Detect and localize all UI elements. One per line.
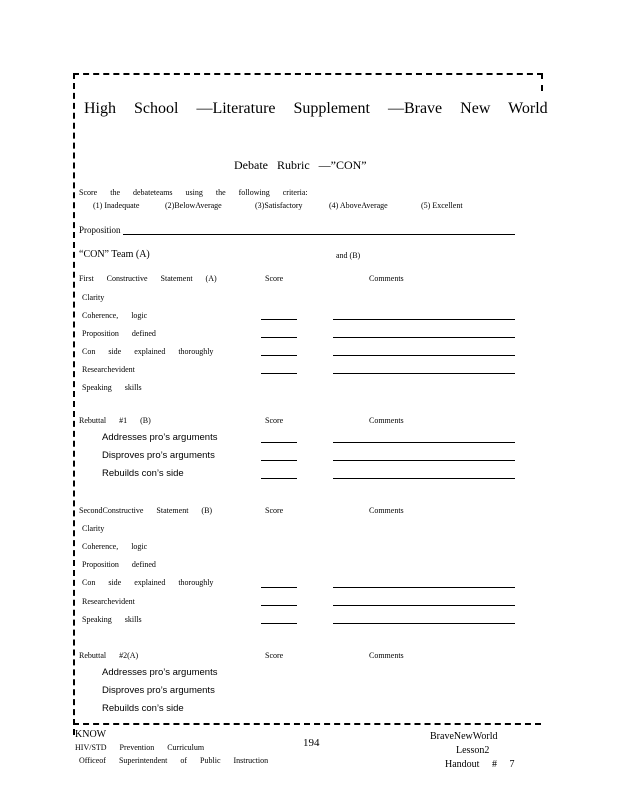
footer-left-line3: Officeof Superintendent of Public Instruction xyxy=(79,756,269,765)
footer-right-line2: Lesson2 xyxy=(456,745,490,756)
section3-item: Clarity xyxy=(82,524,105,533)
section4-score-header: Score xyxy=(265,651,284,660)
footer-right-line1: BraveNewWorld xyxy=(430,731,498,742)
comment-line xyxy=(333,337,515,338)
proposition-line xyxy=(123,234,515,235)
section2-heading: Rebuttal #1 (B) xyxy=(79,416,151,425)
proposition-label: Proposition xyxy=(79,225,121,235)
top-border xyxy=(73,73,543,75)
comment-line xyxy=(333,319,515,320)
score-line xyxy=(261,460,297,461)
section4-comments-header: Comments xyxy=(369,651,404,660)
footer-right-line3: Handout # 7 xyxy=(445,759,515,770)
section3-score-header: Score xyxy=(265,506,284,515)
page-title: High School —Literature Supplement —Brave New World xyxy=(84,100,548,117)
section1-item: Clarity xyxy=(82,293,105,302)
score-line xyxy=(261,442,297,443)
comment-line xyxy=(333,355,515,356)
section3-item: Researchevident xyxy=(82,597,135,606)
section1-item: Coherence, logic xyxy=(82,311,148,320)
score-line xyxy=(261,319,297,320)
comment-line xyxy=(333,587,515,588)
section2-comments-header: Comments xyxy=(369,416,404,425)
score-line xyxy=(261,337,297,338)
rubric-subtitle: Debate Rubric —”CON” xyxy=(234,158,367,172)
section2-item: Addresses pro’s arguments xyxy=(102,432,218,443)
section4-heading: Rebuttal #2(A) xyxy=(79,651,139,660)
criteria-level-1: (1) Inadequate xyxy=(93,201,140,210)
section2-item: Disproves pro’s arguments xyxy=(102,450,215,461)
score-line xyxy=(261,587,297,588)
comment-line xyxy=(333,442,515,443)
section2-score-header: Score xyxy=(265,416,284,425)
criteria-intro: Score the debateteams using the following criteria: xyxy=(79,188,308,197)
comment-line xyxy=(333,623,515,624)
comment-line xyxy=(333,478,515,479)
section4-item: Disproves pro’s arguments xyxy=(102,685,215,696)
right-border-stub xyxy=(541,73,543,91)
comment-line xyxy=(333,460,515,461)
criteria-level-2: (2)BelowAverage xyxy=(165,201,222,210)
section3-comments-header: Comments xyxy=(369,506,404,515)
score-line xyxy=(261,373,297,374)
section3-item: Con side explained thoroughly xyxy=(82,578,214,587)
footer-left-line1: KNOW xyxy=(75,729,107,740)
team-label: “CON” Team (A) xyxy=(79,249,150,260)
section3-item: Speaking skills xyxy=(82,615,142,624)
section1-score-header: Score xyxy=(265,274,284,283)
bottom-border xyxy=(73,723,541,725)
section3-item: Coherence, logic xyxy=(82,542,148,551)
section1-item: Con side explained thoroughly xyxy=(82,347,214,356)
team-and: and (B) xyxy=(336,251,361,260)
score-line xyxy=(261,478,297,479)
section2-item: Rebuilds con’s side xyxy=(102,468,184,479)
criteria-level-3: (3)Satisfactory xyxy=(255,201,303,210)
comment-line xyxy=(333,605,515,606)
section3-item: Proposition defined xyxy=(82,560,156,569)
section3-heading: SecondConstructive Statement (B) xyxy=(79,506,213,515)
section1-item: Speaking skills xyxy=(82,383,142,392)
section1-item: Researchevident xyxy=(82,365,135,374)
score-line xyxy=(261,355,297,356)
section4-item: Addresses pro’s arguments xyxy=(102,667,218,678)
score-line xyxy=(261,623,297,624)
criteria-level-4: (4) AboveAverage xyxy=(329,201,388,210)
score-line xyxy=(261,605,297,606)
section1-item: Proposition defined xyxy=(82,329,156,338)
criteria-level-5: (5) Excellent xyxy=(421,201,463,210)
page-number: 194 xyxy=(303,737,320,749)
section1-comments-header: Comments xyxy=(369,274,404,283)
section1-heading: First Constructive Statement (A) xyxy=(79,274,217,283)
section4-item: Rebuilds con’s side xyxy=(102,703,184,714)
comment-line xyxy=(333,373,515,374)
footer-left-line2: HIV/STD Prevention Curriculum xyxy=(75,743,205,752)
left-border xyxy=(73,73,75,735)
